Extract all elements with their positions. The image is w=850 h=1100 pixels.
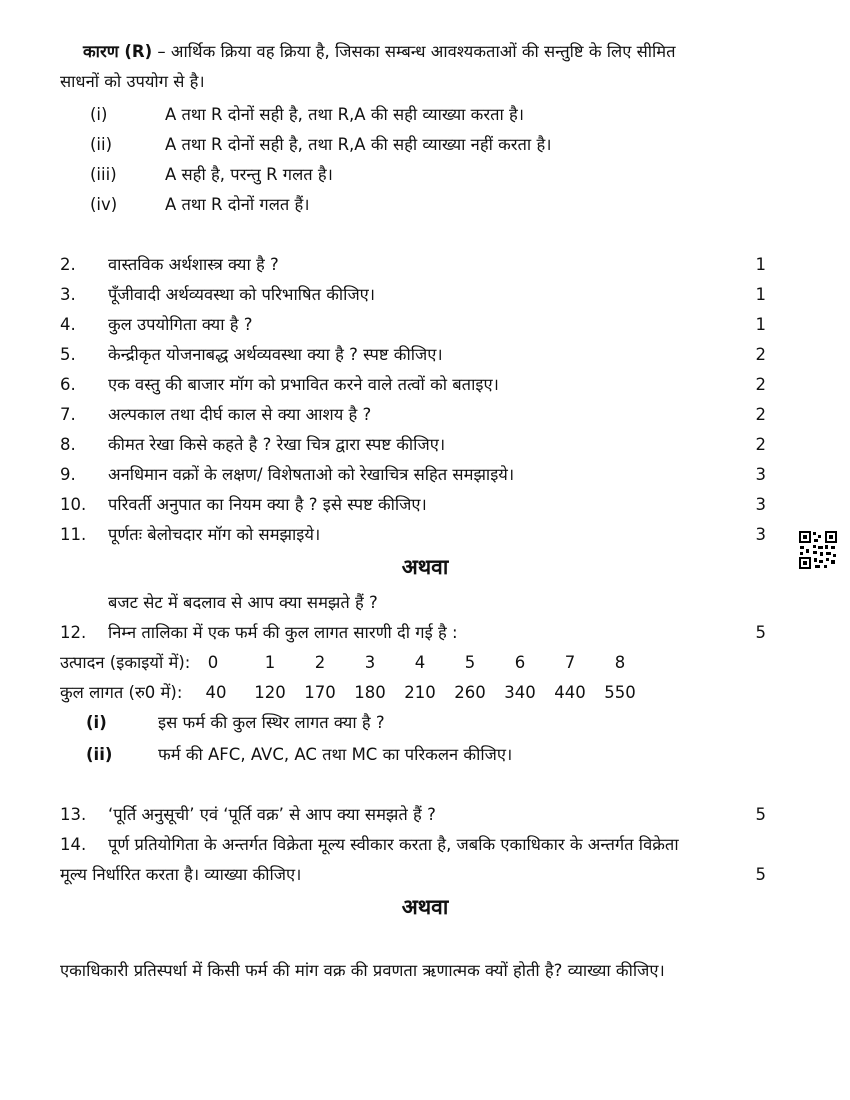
option-text: A तथा R दोनों गलत हैं। [165,195,310,214]
table-cell: 8 [614,653,626,672]
question-number: 12. [60,623,87,642]
question-text: केन्द्रीकृत योजनाबद्ध अर्थव्यवस्था क्या है ? स्पष्ट कीजिए। [108,345,443,364]
table-row-label: कुल लागत (रु0 में): [60,683,183,702]
question-text: ‘पूर्ति अनुसूची’ एवं ‘पूर्ति वक्र’ से आप क्या समझते हैं ? [108,805,436,824]
table-cell: 210 [404,683,436,702]
question-marks: 5 [755,623,766,642]
option-label: (ii) [90,135,113,154]
question-text: एक वस्तु की बाजार मॉग को प्रभावित करने वाले तत्वों को बताइए। [108,375,499,394]
table-cell: 6 [514,653,526,672]
question-text: पूँजीवादी अर्थव्यवस्था को परिभाषित कीजिए। [108,285,376,304]
question-text: अल्पकाल तथा दीर्घ काल से क्या आशय है ? [108,405,372,424]
option-label: (i) [90,105,108,124]
reason-label: कारण (R) [83,42,153,61]
question-text: अनधिमान वक्रों के लक्षण/ विशेषताओ को रेखाचित्र सहित समझाइये। [108,465,515,484]
question-number: 5. [60,345,76,364]
question-marks: 3 [755,495,766,514]
question-number: 6. [60,375,76,394]
question-text: पूर्णतः बेलोचदार मॉग को समझाइये। [108,525,321,544]
table-cell: 0 [207,653,219,672]
table-row [60,652,760,676]
question-marks: 1 [755,285,766,304]
question-11-alternative: बजट सेट में बदलाव से आप क्या समझते हैं ? [108,593,378,612]
question-marks: 2 [755,435,766,454]
question-number: 7. [60,405,76,424]
question-text: निम्न तालिका में एक फर्म की कुल लागत सारणी दी गई है : [108,623,458,642]
question-number: 8. [60,435,76,454]
option-text: A तथा R दोनों सही है, तथा R,A की सही व्याख्या करता है। [165,105,525,124]
table-cell: 550 [604,683,636,702]
table-cell: 440 [554,683,586,702]
question-number: 3. [60,285,76,304]
question-text: वास्तविक अर्थशास्त्र क्या है ? [108,255,279,274]
reason-line-1 [83,41,676,63]
or-heading: अथवा [401,895,449,919]
question-number: 11. [60,525,87,544]
sub-question-label: (ii) [86,745,113,764]
reason-text: – आर्थिक क्रिया वह क्रिया है, जिसका सम्बन्ध आवश्यकताओं की सन्तुष्टि के लिए सीमित [152,42,676,61]
question-marks: 5 [755,865,766,884]
question-text-line-2: मूल्य निर्धारित करता है। व्याख्या कीजिए। [60,865,302,884]
table-cell: 5 [464,653,476,672]
table-cell: 120 [254,683,286,702]
table-cell: 3 [364,653,376,672]
question-text: परिवर्ती अनुपात का नियम क्या है ? इसे स्पष्ट कीजिए। [108,495,427,514]
table-cell: 170 [304,683,336,702]
question-number: 14. [60,835,87,854]
question-marks: 5 [755,805,766,824]
table-cell: 7 [564,653,576,672]
sub-question-text: फर्म की AFC, AVC, AC तथा MC का परिकलन कीजिए। [158,745,513,764]
option-label: (iv) [90,195,118,214]
question-number: 9. [60,465,76,484]
question-marks: 1 [755,315,766,334]
question-text-line-1: पूर्ण प्रतियोगिता के अन्तर्गत विक्रेता मूल्य स्वीकार करता है, जबकि एकाधिकार के अन्तर्गत विक्रेता [108,835,679,854]
question-14-alternative: एकाधिकारी प्रतिस्पर्धा में किसी फर्म की मांग वक्र की प्रवणता ऋणात्मक क्यों होती है? व्याख्या कीजिए। [60,961,665,980]
table-cell: 2 [314,653,326,672]
question-marks: 2 [755,345,766,364]
question-marks: 2 [755,405,766,424]
question-text: कुल उपयोगिता क्या है ? [108,315,253,334]
table-cell: 1 [264,653,276,672]
question-marks: 1 [755,255,766,274]
table-cell: 4 [414,653,426,672]
table-cell: 260 [454,683,486,702]
option-label: (iii) [90,165,117,184]
question-number: 4. [60,315,76,334]
or-heading: अथवा [401,555,449,579]
table-row [60,682,760,706]
sub-question-text: इस फर्म की कुल स्थिर लागत क्या है ? [158,713,385,732]
sub-question-label: (i) [86,713,107,732]
question-marks: 2 [755,375,766,394]
table-cell: 180 [354,683,386,702]
question-marks: 3 [755,525,766,544]
table-cell: 340 [504,683,536,702]
table-cell: 40 [205,683,227,702]
option-text: A तथा R दोनों सही है, तथा R,A की सही व्याख्या नहीं करता है। [165,135,552,154]
question-text: कीमत रेखा किसे कहते है ? रेखा चित्र द्वारा स्पष्ट कीजिए। [108,435,446,454]
question-marks: 3 [755,465,766,484]
question-number: 2. [60,255,76,274]
question-number: 13. [60,805,87,824]
option-text: A सही है, परन्तु R गलत है। [165,165,333,184]
reason-line-2: साधनों को उपयोग से है। [60,72,205,91]
question-number: 10. [60,495,87,514]
table-row-label: उत्पादन (इकाइयों में): [60,653,191,672]
